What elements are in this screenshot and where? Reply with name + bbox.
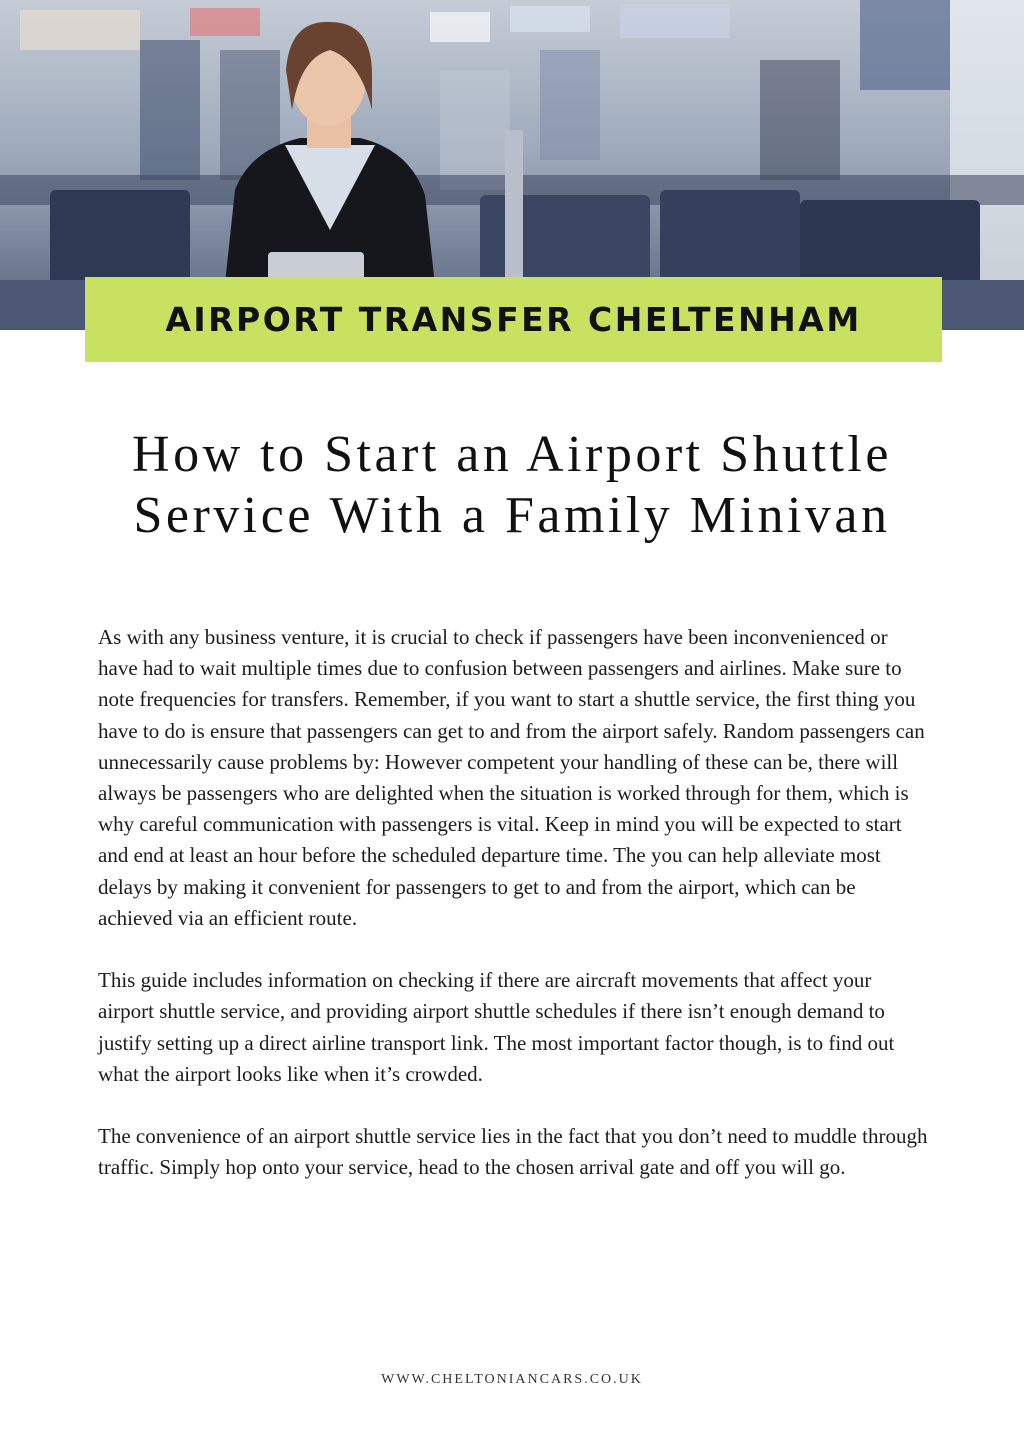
article-body	[98, 622, 928, 1215]
paragraph: The convenience of an airport shuttle service lies in the fact that you don’t need to muddle through traffic. Simply hop onto your service, head to the chosen arrival gate and off you will go.	[98, 1124, 928, 1180]
banner-title: AIRPORT TRANSFER CHELTENHAM	[165, 300, 862, 339]
paragraph: As with any business venture, it is crucial to check if passengers have been inconvenienced or have had to wait multiple times due to confusion between passengers and airlines. Make sure to note frequencies for transfers. Remember, if you want to start a shuttle service, the first thing you have to do is ensure that passengers can get to and from the airport safely. Random passengers can unnecessarily cause problems by: However competent your handling of these can be, there will always be passengers who are delighted when the situation is worked through for them, which is why careful communication with passengers is vital. Keep in mind you will be expected to start and end at least an hour before the scheduled departure time. The you can help alleviate most delays by making it convenient for passengers to get to and from the airport, which can be achieved via an efficient route.	[98, 625, 925, 930]
footer-url: WWW.CHELTONIANCARS.CO.UK	[381, 1372, 643, 1387]
paragraph: This guide includes information on checking if there are aircraft movements that affect your airport shuttle service, and providing airport shuttle schedules if there isn’t enough demand to justify setting up a direct airline transport link. The most important factor though, is to find out what the airport looks like when it’s crowded.	[98, 968, 895, 1086]
article-title: How to Start an Airport Shuttle Service With a Family Minivan	[132, 426, 892, 544]
title-banner	[85, 277, 942, 362]
